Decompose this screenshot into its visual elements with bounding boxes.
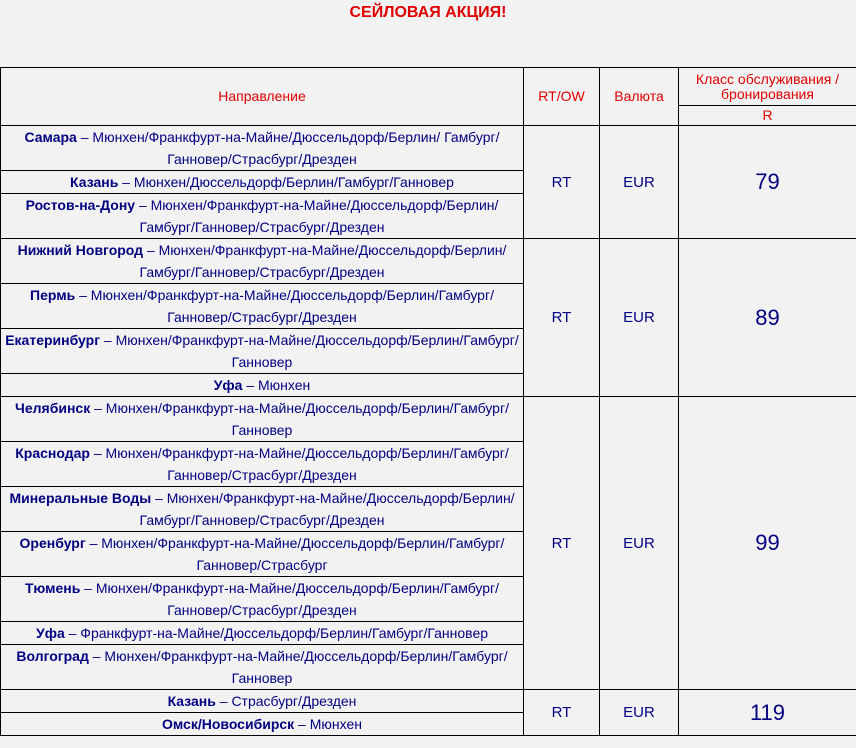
destination-cell: [1, 194, 524, 239]
header-class: [679, 68, 856, 106]
currency-cell: EUR: [600, 397, 679, 690]
origin-city: Оренбург: [19, 535, 86, 551]
route-destinations: – Мюнхен/Франкфурт-на-Майне/Дюссельдорф/Берлин/Гамбург/Ганновер/Страсбург/Дрезден: [75, 287, 494, 325]
destination-cell: [1, 442, 524, 487]
table-row: [1, 397, 856, 442]
fare-price: 119: [679, 690, 856, 736]
header-class-line1: Класс обслуживания /: [695, 70, 840, 87]
origin-city: Уфа: [213, 377, 243, 393]
route-destinations: – Страсбург/Дрезден: [215, 693, 357, 709]
route-destinations: – Мюнхен/Франкфурт-на-Майне/Дюссельдорф/Берлин/Гамбург/Ганновер: [88, 648, 508, 686]
destination-cell: [1, 171, 524, 194]
fare-price: 79: [679, 126, 856, 239]
destination-cell: [1, 487, 524, 532]
currency-cell: EUR: [600, 690, 679, 736]
route-destinations: – Мюнхен/Франкфурт-на-Майне/Дюссельдорф/Берлин/Гамбург/Ганновер/Страсбург/Дрезден: [139, 490, 515, 528]
route-destinations: – Мюнхен/Франкфурт-на-Майне/Дюссельдорф/Берлин/Гамбург/Ганновер/Страсбург/Дрезден: [89, 445, 509, 483]
rtow-cell: RT: [524, 239, 600, 397]
origin-city: Казань: [167, 693, 216, 709]
destination-cell: [1, 690, 524, 713]
origin-city: Волгоград: [16, 648, 89, 664]
destination-cell: [1, 397, 524, 442]
route-destinations: – Мюнхен/Франкфурт-на-Майне/Дюссельдорф/Берлин/Гамбург/Ганновер/Страсбург/Дрезден: [80, 580, 500, 618]
route-destinations: – Мюнхен/Франкфурт-на-Майне/Дюссельдорф/Берлин/ Гамбург/Ганновер/Страсбург/Дрезден: [76, 129, 500, 167]
table-row: [1, 126, 856, 171]
currency-cell: EUR: [600, 126, 679, 239]
rtow-cell: RT: [524, 126, 600, 239]
rtow-cell: RT: [524, 397, 600, 690]
route-destinations: – Мюнхен/Франкфурт-на-Майне/Дюссельдорф/Берлин/Гамбург/Ганновер/Страсбург: [85, 535, 505, 573]
destination-cell: [1, 622, 524, 645]
origin-city: Омск/Новосибирск: [161, 716, 295, 732]
origin-city: Нижний Новгород: [17, 242, 144, 258]
fare-price: 99: [679, 397, 856, 690]
origin-city: Краснодар: [15, 445, 90, 461]
currency-cell: EUR: [600, 239, 679, 397]
destination-cell: [1, 374, 524, 397]
origin-city: Уфа: [35, 625, 65, 641]
destination-cell: [1, 329, 524, 374]
fare-price: 89: [679, 239, 856, 397]
header-currency: Валюта: [600, 68, 679, 126]
route-destinations: – Франкфурт-на-Майне/Дюссельдорф/Берлин/Гамбург/Ганновер: [64, 625, 489, 641]
origin-city: Самара: [24, 129, 77, 145]
header-direction: Направление: [1, 68, 524, 126]
route-destinations: – Мюнхен: [242, 377, 311, 393]
destination-cell: [1, 126, 524, 171]
header-rtow: RT/OW: [524, 68, 600, 126]
origin-city: Екатеринбург: [5, 332, 101, 348]
table-row: [1, 239, 856, 284]
destination-cell: [1, 284, 524, 329]
destination-cell: [1, 577, 524, 622]
origin-city: Тюмень: [24, 580, 81, 596]
destination-cell: [1, 645, 524, 690]
destination-cell: [1, 713, 524, 736]
fares-table: [0, 67, 856, 736]
origin-city: Ростов-на-Дону: [25, 197, 136, 213]
route-destinations: – Мюнхен/Дюссельдорф/Берлин/Гамбург/Ганновер: [118, 174, 454, 190]
rtow-cell: RT: [524, 690, 600, 736]
header-class-line2: бронирования: [721, 85, 814, 102]
header-class-code: R: [679, 106, 856, 126]
origin-city: Минеральные Воды: [9, 490, 152, 506]
route-destinations: – Мюнхен/Франкфурт-на-Майне/Дюссельдорф/Берлин/Гамбург/Ганновер/Страсбург/Дрезден: [135, 197, 499, 235]
route-destinations: – Мюнхен/Франкфурт-на-Майне/Дюссельдорф/Берлин/Гамбург/Ганновер: [90, 400, 509, 438]
route-destinations: – Мюнхен/Франкфурт-на-Майне/Дюссельдорф/Берлин/Гамбург/Ганновер/Страсбург/Дрезден: [139, 242, 507, 280]
page-title: СЕЙЛОВАЯ АКЦИЯ!: [349, 4, 507, 21]
table-row: [1, 690, 856, 713]
route-destinations: – Мюнхен: [294, 716, 362, 732]
destination-cell: [1, 532, 524, 577]
route-destinations: – Мюнхен/Франкфурт-на-Майне/Дюссельдорф/Берлин/Гамбург/Ганновер: [100, 332, 519, 370]
origin-city: Пермь: [30, 287, 76, 303]
destination-cell: [1, 239, 524, 284]
origin-city: Челябинск: [15, 400, 91, 416]
origin-city: Казань: [70, 174, 119, 190]
